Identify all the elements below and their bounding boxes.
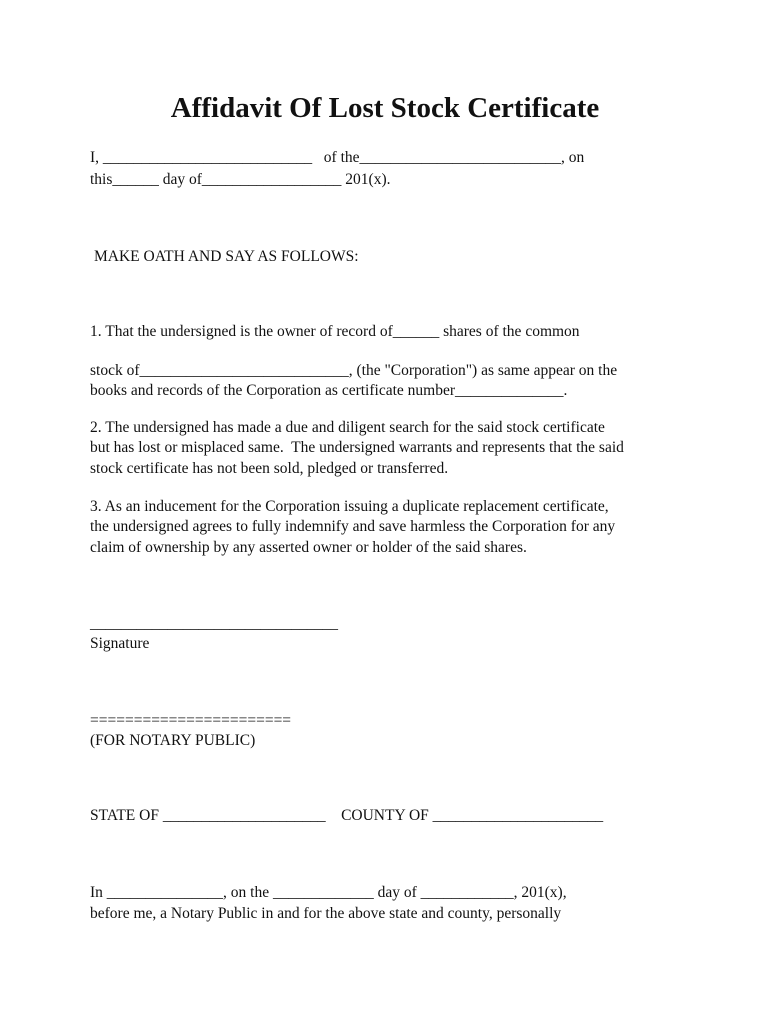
state-county-line: STATE OF _____________________ COUNTY OF ______________________: [90, 807, 604, 824]
para1-line-2: stock of___________________________, (the "Corporation") as same appear on the: [90, 362, 618, 379]
para3-line-1: 3. As an inducement for the Corporation issuing a duplicate replacement certificate,: [90, 498, 609, 515]
signature-line: ________________________________: [90, 615, 338, 632]
para2-line-2: but has lost or misplaced same. The undersigned warrants and represents that the said: [90, 439, 624, 456]
para2-line-3: stock certificate has not been sold, pledged or transferred.: [90, 460, 449, 477]
signature-label: Signature: [90, 635, 150, 652]
oath-heading: MAKE OATH AND SAY AS FOLLOWS:: [94, 248, 359, 265]
para2-line-1: 2. The undersigned has made a due and diligent search for the said stock certificate: [90, 419, 605, 436]
intro-line-1: I, ___________________________ of the__________________________, on: [90, 149, 585, 166]
notary-label: (FOR NOTARY PUBLIC): [90, 732, 256, 749]
notary-para-line-1: In _______________, on the _____________ day of ____________, 201(x),: [90, 884, 567, 901]
notary-para-line-2: before me, a Notary Public in and for the above state and county, personally: [90, 905, 562, 922]
intro-line-2: this______ day of__________________ 201(x).: [90, 171, 391, 188]
separator-line: =======================: [90, 712, 292, 729]
para3-line-3: claim of ownership by any asserted owner or holder of the said shares.: [90, 539, 527, 556]
para1-line-1: 1. That the undersigned is the owner of record of______ shares of the common: [90, 323, 580, 340]
para3-line-2: the undersigned agrees to fully indemnify and save harmless the Corporation for any: [90, 518, 616, 535]
para1-line-3: books and records of the Corporation as certificate number______________.: [90, 382, 568, 399]
document-title: Affidavit Of Lost Stock Certificate: [170, 92, 600, 124]
